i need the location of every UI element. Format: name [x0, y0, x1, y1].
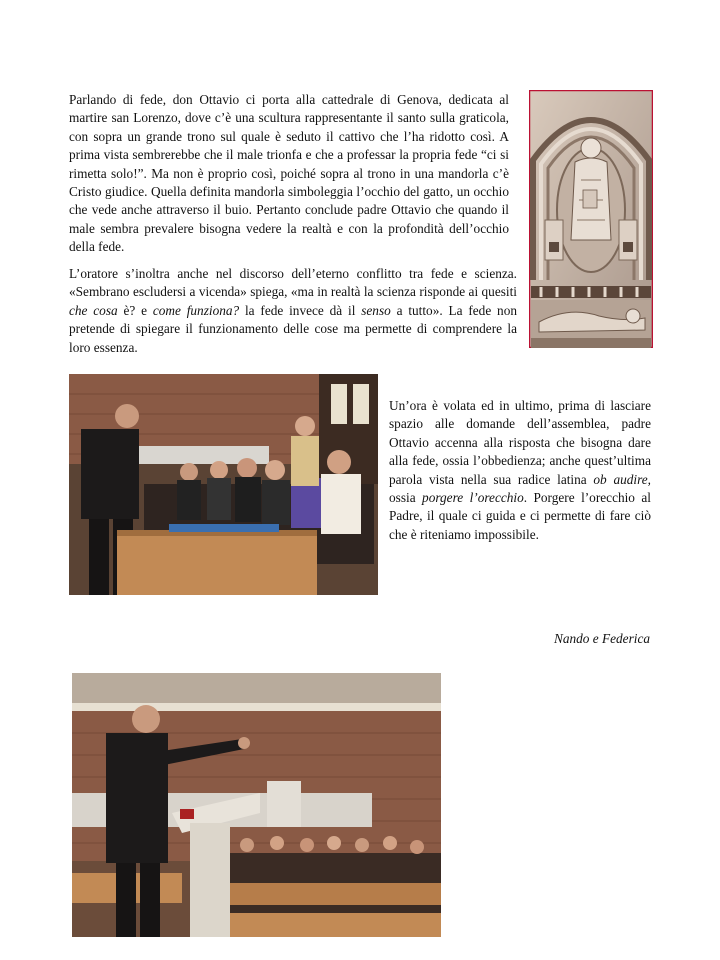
text-run: è? e	[117, 302, 153, 318]
signature: Nando e Federica	[553, 631, 650, 646]
audience-scene	[69, 374, 378, 595]
text-run: la fede invece dà il	[239, 302, 362, 318]
paragraph-faith-science	[69, 265, 517, 357]
italic-phrase: senso	[361, 302, 391, 318]
text-run: . Porgere l’orecchio al Padre, il quale ci guida e ci permette di fare ciò che è riteniamo impossibile.	[389, 490, 651, 542]
text-run: a tutto». La fede non pretende di spiegare il funzionamento delle cose ma permette di comprendere la loro essenza.	[69, 302, 517, 355]
speaker-scene	[72, 673, 441, 937]
relief-drawing	[529, 90, 653, 348]
text-run: ossia	[389, 490, 423, 506]
sculpture-relief-image	[529, 90, 653, 348]
text-run: Un’ora è volata ed in ultimo, prima di lasciare spazio alle domande dell’assemblea, padre Ottavio accenna alla risposta che bisogna dare alla fede, ossia l’obbedienza; anche quest’ultima parola vista nella sua radice latina	[389, 398, 651, 487]
italic-phrase: porgere l’orecchio	[422, 490, 524, 506]
italic-phrase: come funziona?	[152, 302, 240, 318]
audience-photo	[69, 374, 378, 595]
paragraph-obedience	[389, 397, 651, 544]
text-run: L’oratore s’inoltra anche nel discorso dell’eterno conflitto tra fede e scienza. «Sembrano escludersi a vicenda» spiega, «ma in realtà la scienza risponde ai quesiti	[69, 266, 517, 300]
speaker-photo	[72, 673, 441, 937]
italic-phrase: che cosa	[69, 302, 118, 318]
italic-phrase: ob audire,	[593, 471, 651, 487]
paragraph-cathedral	[69, 91, 509, 257]
text-run: Parlando di fede, don Ottavio ci porta alla cattedrale di Genova, dedicata al martire san Lorenzo, dove c’è una scultura rappresentante il santo sulla graticola, con sopra un grande trono sul quale è seduto il cattivo che l’ha ridotto così. A prima vista sembrerebbe che il male trionfa e che a professar la propria fede “ci si rimetta solo!”. Ma non è proprio così, poiché sopra al trono in una mandorla c’è Cristo giudice. Quella definita mandorla simboleggia l’occhio del gatto, un occhio che vede anche attraverso il buio. Pertanto conclude padre Ottavio che quando il male sembra prevalere bisogna vedere la realtà e con la profondità dell’occhio della fede.	[69, 92, 509, 255]
